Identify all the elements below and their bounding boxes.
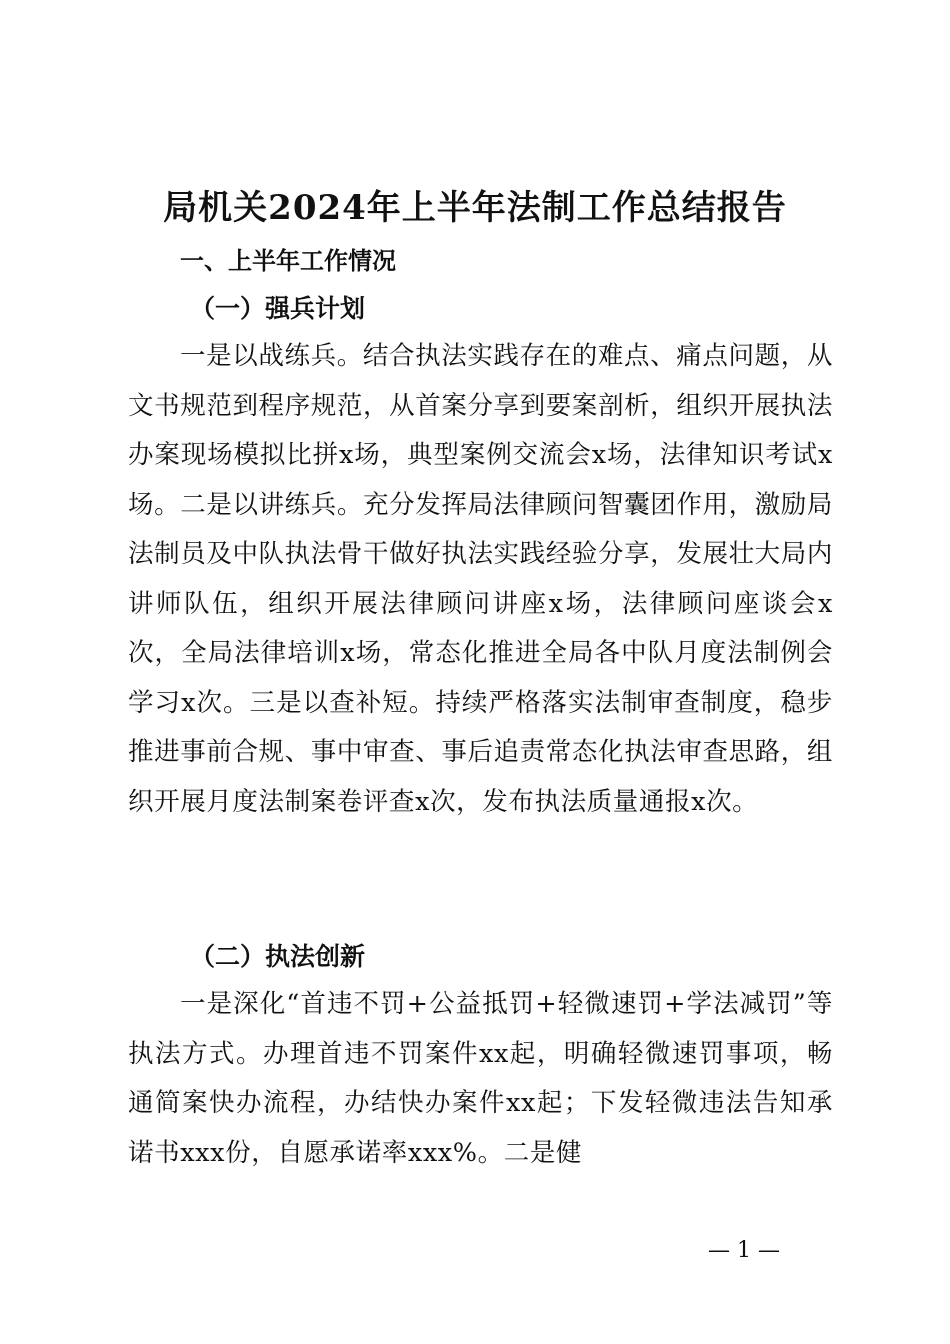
section-heading: 一、上半年工作情况 [180, 247, 396, 275]
body-paragraph: 一是深化“首违不罚+公益抵罚+轻微速罚+学法减罚”等执法方式。办理首违不罚案件xx起，明确轻微速罚事项，畅通简案快办流程，办结快办案件xx起；下发轻微违法告知承诺书xxx份，自愿承诺率xxx%。二是健 [128, 989, 833, 1168]
document-title: 局机关2024年上半年法制工作总结报告 [163, 188, 787, 228]
page-number: — 1 — [708, 1238, 780, 1263]
body-paragraph: 一是以战练兵。结合执法实践存在的难点、痛点问题，从文书规范到程序规范，从首案分享到要案剖析，组织开展执法办案现场模拟比拼x场，典型案例交流会x场，法律知识考试x场。二是以讲练兵。充分发挥局法律顾问智囊团作用，激励局法制员及中队执法骨干做好执法实践经验分享，发展壮大局内讲师队伍，组织开展法律顾问讲座x场，法律顾问座谈会x次，全局法律培训x场，常态化推进全局各中队月度法制例会学习x次。三是以查补短。持续严格落实法制审查制度，稳步推进事前合规、事中审查、事后追责常态化执法审查思路，组织开展月度法制案卷评查x次，发布执法质量通报x次。 [128, 341, 833, 817]
subsection-heading: （二）执法创新 [190, 942, 366, 971]
subsection-heading: （一）强兵计划 [190, 294, 366, 323]
